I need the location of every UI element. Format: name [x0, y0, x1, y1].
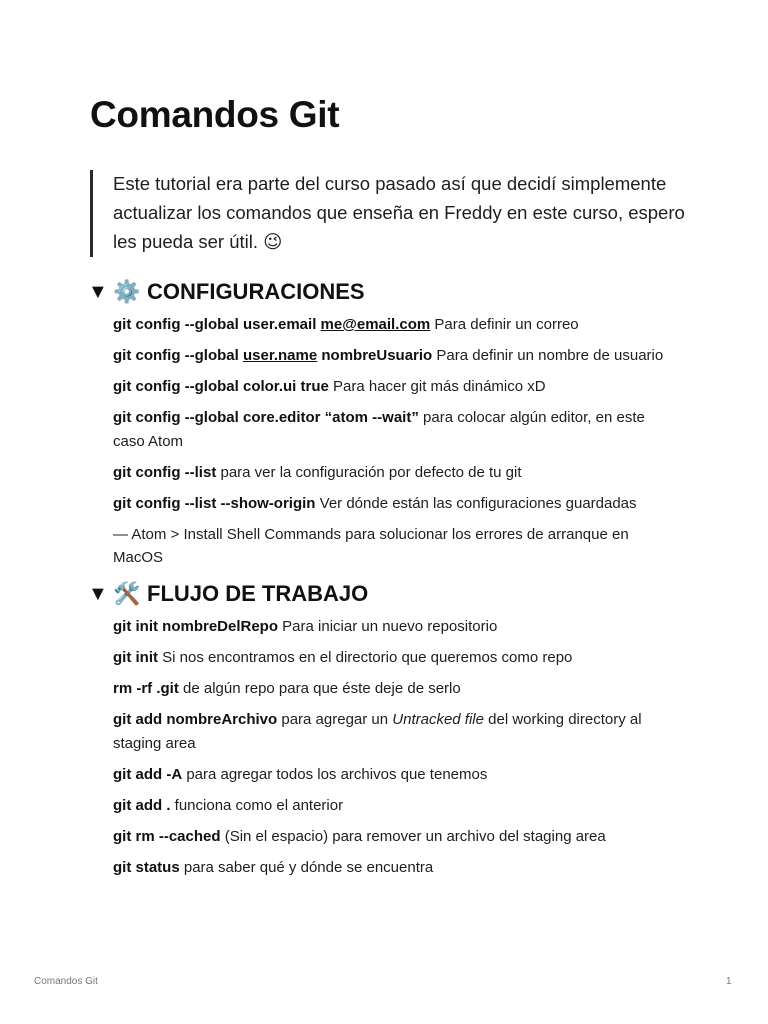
list-item: [113, 646, 678, 670]
list-item: [113, 677, 678, 701]
list-item: [113, 615, 678, 639]
description-text: Para definir un correo: [430, 316, 579, 333]
description-text: para agregar un: [277, 711, 393, 728]
description-text: Para definir un nombre de usuario: [432, 347, 664, 364]
command-text: git add nombreArchivo: [113, 711, 278, 728]
description-text: para saber qué y dónde se encuentra: [179, 858, 434, 876]
description-text: funciona como el anterior: [170, 796, 344, 814]
italic-term: Untracked file: [392, 711, 484, 728]
intro-quote: [90, 170, 713, 257]
command-text: git config --global color.ui true: [113, 378, 329, 395]
list-item: [113, 313, 678, 337]
command-text: git config --global user.email: [113, 316, 321, 333]
list-item: [113, 523, 678, 570]
description-text: Si nos encontramos en el directorio que queremos como repo: [158, 649, 573, 666]
command-text: git config --global core.editor “atom --wait”: [113, 409, 419, 426]
command-text: git add .: [113, 796, 171, 814]
list-item: [113, 763, 678, 787]
email-link[interactable]: email.com: [356, 316, 431, 333]
list-item: [113, 825, 678, 849]
section-toggle-configuraciones[interactable]: [88, 277, 688, 307]
winking-face-icon: 😉: [263, 231, 283, 253]
description-text: Para hacer git más dinámico xD: [328, 378, 546, 395]
email-link-part[interactable]: me: [320, 316, 343, 333]
description-text: — Atom > Install Shell Commands para solucionar los errores de arranque en MacOS: [113, 525, 629, 566]
collapse-triangle-icon[interactable]: ▼: [88, 582, 108, 605]
description-text: para colocar algún editor, en este caso Atom: [113, 409, 645, 450]
command-text: git status: [113, 858, 180, 876]
command-text: git init nombreDelRepo: [113, 618, 278, 635]
command-text: rm -rf .git: [113, 680, 179, 697]
page-number: 1: [726, 976, 732, 987]
quote-text: Este tutorial era parte del curso pasado así que decidí simplemente actualizar los comandos que enseña en Freddy en este curso, espero les pueda ser útil.: [113, 173, 685, 252]
command-text: git config --list: [113, 463, 217, 481]
section-items: [113, 615, 688, 879]
section-title: CONFIGURACIONES: [147, 279, 365, 304]
email-link-part[interactable]: @: [342, 316, 357, 333]
list-item: [113, 461, 678, 485]
command-text: git init: [113, 649, 158, 666]
list-item: [113, 344, 678, 368]
description-text: de algún repo para que éste deje de serlo: [178, 680, 461, 697]
footer-title: Comandos Git: [34, 976, 98, 987]
section-title: FLUJO DE TRABAJO: [147, 581, 369, 606]
section-configuraciones: [88, 277, 688, 577]
description-text: del working directory al staging area: [113, 711, 642, 752]
section-items: [113, 313, 688, 570]
list-item: [113, 492, 678, 516]
page-title: Comandos Git: [90, 94, 340, 135]
command-text: git rm --cached: [113, 827, 221, 845]
description-text: para ver la configuración por defecto de tu git: [216, 463, 522, 481]
list-item: [113, 856, 678, 880]
list-item: [113, 708, 678, 755]
username-link[interactable]: user.name: [242, 347, 318, 364]
section-flujo-de-trabajo: [88, 579, 688, 887]
description-text: para agregar todos los archivos que tenemos: [182, 765, 488, 783]
command-text: git config --list --show-origin: [113, 494, 316, 512]
gear-icon: ⚙️: [113, 279, 141, 305]
list-item: [113, 406, 678, 453]
description-text: (Sin el espacio) para remover un archivo del staging area: [220, 827, 606, 845]
description-text: Para iniciar un nuevo repositorio: [278, 618, 498, 635]
description-text: Ver dónde están las configuraciones guardadas: [315, 494, 637, 512]
list-item: [113, 794, 678, 818]
command-text: nombreUsuario: [317, 347, 433, 364]
command-text: git add -A: [113, 765, 183, 783]
section-toggle-flujo-de-trabajo[interactable]: [88, 579, 688, 609]
collapse-triangle-icon[interactable]: ▼: [88, 280, 108, 303]
list-item: [113, 375, 678, 399]
command-text: git config --global: [113, 347, 243, 364]
hammer-and-wrench-icon: 🛠️: [113, 581, 141, 607]
